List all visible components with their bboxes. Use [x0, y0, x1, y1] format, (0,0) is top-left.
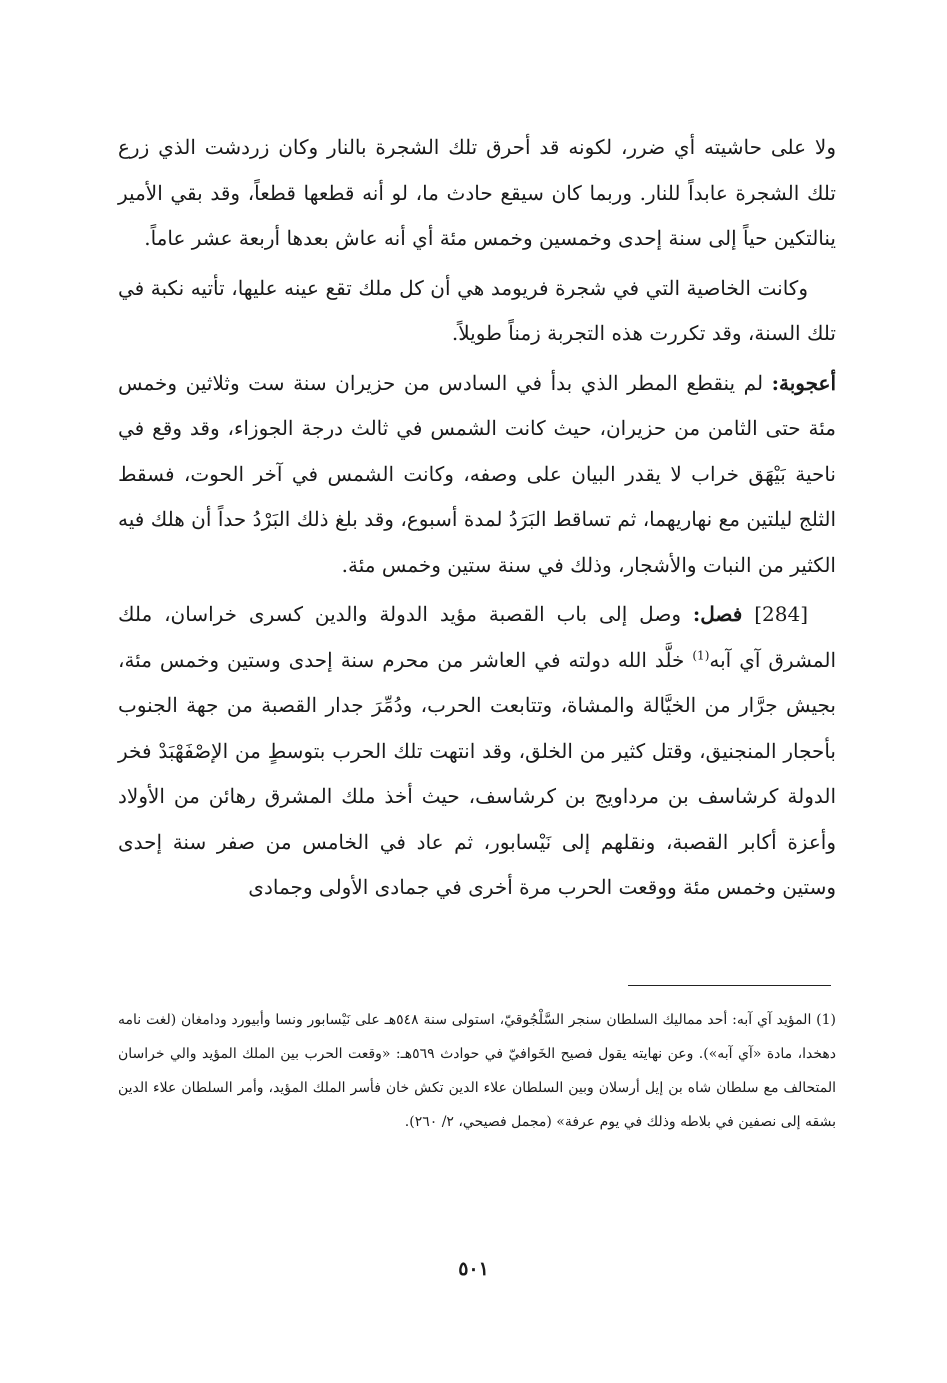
section-heading: فصل:: [692, 602, 743, 626]
section-number: [284]: [754, 602, 809, 626]
paragraph-text: وصل إلى باب القصبة مؤيد الدولة والدين كسرى خراسان، ملك المشرق آي آبه: [118, 602, 836, 672]
paragraph-text: خلَّد الله دولته في العاشر من محرم سنة إحدى وستين وخمس مئة، بجيش جرَّار من الخيَّالة والمشاة، وتتابعت الحرب، ودُمِّرَ جدار القصبة من جهة الجنوب بأحجار المنجنيق، وقتل كثير من الخلق، وقد انتهت تلك الحرب بتوسطٍ من الإصْفَهْبَدْ فخر الدولة كرشاسف بن مرداويج بن كرشاسف، حيث أخذ ملك المشرق رهائن من الأولاد وأعزة أكابر القصبة، ونقلهم إلى نَيْسابور، ثم عاد في الخامس من صفر سنة إحدى وستين وخمس مئة ووقعت الحرب مرة أخرى في جمادى الأولى وجمادى: [118, 647, 836, 899]
footnote-reference: (1): [692, 647, 710, 662]
marvel-heading: أعجوبة:: [771, 370, 836, 395]
footnote: [118, 1003, 836, 1139]
main-text: [118, 125, 836, 915]
paragraph: وكانت الخاصية التي في شجرة فريومد هي أن كل ملك تقع عينه عليها، تأتيه نكبة في تلك السنة، وقد تكررت هذه التجربة زمناً طويلاً.: [118, 275, 836, 345]
footnote-divider: [628, 985, 831, 986]
paragraph-marvel: [118, 361, 836, 589]
page-number: ٥٠١: [458, 1258, 489, 1280]
paragraph-text: لم ينقطع المطر الذي بدأ في السادس من حزيران سنة ست وثلاثين وخمس مئة حتى الثامن من حزيران، حيث كانت الشمس في ثالث درجة الجوزاء، وقد وقع في ناحية بَيْهَق خراب لا يقدر البيان على وصفه، وكانت الشمس في آخر الحوت، فسقط الثلج ليلتين مع نهاريهما، ثم تساقط البَرَدُ لمدة أسبوع، وقد بلغ ذلك البَرْدُ حداً أن هلك فيه الكثير من النبات والأشجار، وذلك في سنة ستين وخمس مئة.: [118, 370, 836, 577]
paragraph: ولا على حاشيته أي ضرر، لكونه قد أحرق تلك الشجرة بالنار وكان زردشت الذي زرع تلك الشجرة عابداً للنار. وربما كان سيقع حادث ما، لو أنه قطعها قطعاً، وقد بقي الأمير ينالتكين حياً إلى سنة إحدى وخمسين وخمس مئة أي أنه عاش بعدها أربعة عشر عاماً.: [118, 135, 836, 250]
footnote-text: (1) المؤيد آي آبه: أحد مماليك السلطان سنجر السَّلْجُوقيّ، استولى سنة ٥٤٨هـ على نَيْسابور ونسا وأبيورد ودامغان (لغت نامه دهخدا، مادة «آي آبه»). وعن نهايته يقول فصيح الخَوافيّ في حوادث ٥٦٩هـ: «وقعت الحرب بين الملك المؤيد والي خراسان المتحالف مع سلطان شاه بن إيل أرسلان وبين السلطان علاء الدين تكش خان فأسر الملك المؤيد، وأمر السلطان علاء الدين بشقه إلى نصفين في بلاطه وذلك في يوم عرفة» (مجمل فصيحي، ٢/ ٢٦٠).: [118, 1012, 836, 1130]
paragraph-section: [118, 592, 836, 911]
